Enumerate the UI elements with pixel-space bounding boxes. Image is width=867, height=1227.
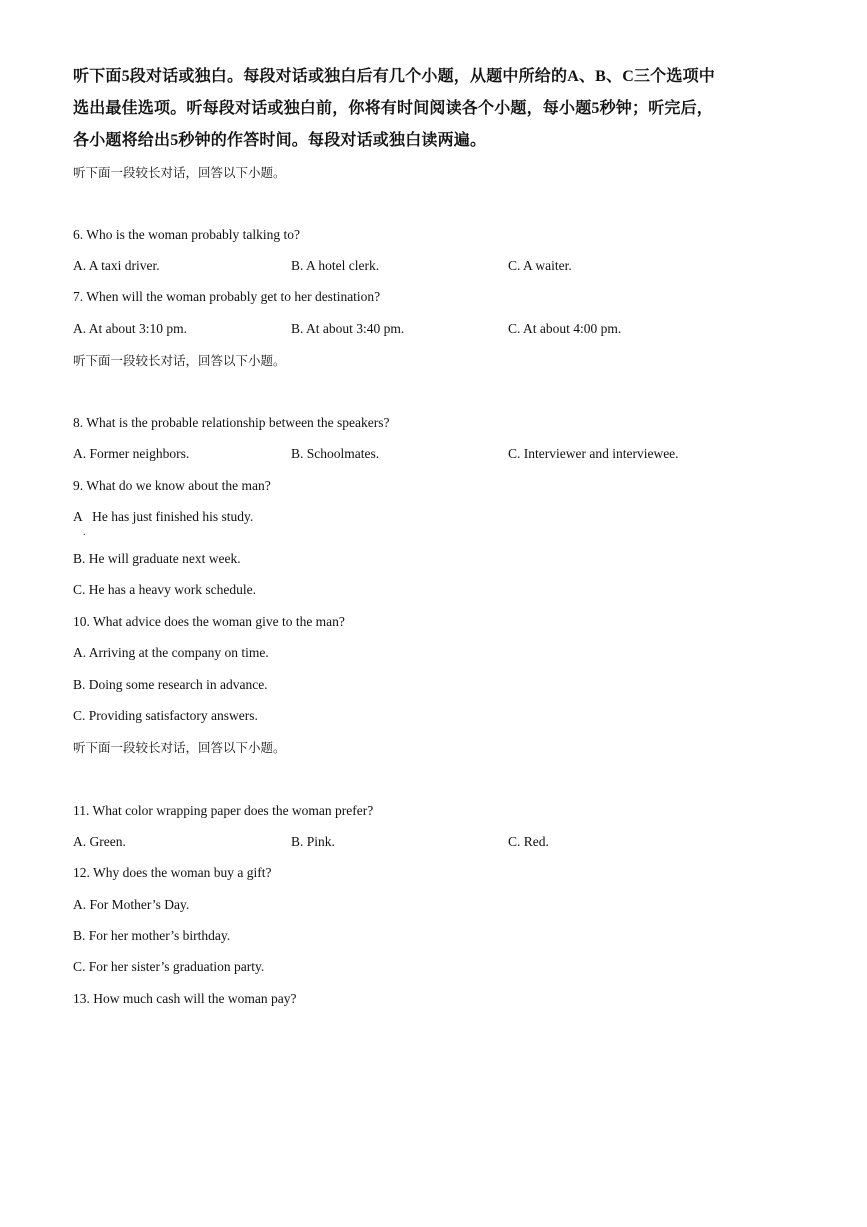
question-7-option-a: A. At about 3:10 pm. [73,321,187,336]
question-6-option-a: A. A taxi driver. [73,258,160,273]
question-10-option-a: A. Arriving at the company on time. [73,645,269,660]
question-10-option-b: B. Doing some research in advance. [73,677,268,692]
question-6-option-b: B. A hotel clerk. [291,258,380,273]
question-9-option-b: B. He will graduate next week. [73,551,241,566]
question-10-stem: 10. What advice does the woman give to the man? [73,614,345,629]
section-note: 听下面一段较长对话，回答以下小题。 [73,165,286,180]
question-11-option-b: B. Pink. [291,834,335,849]
instructions-line-1: 听下面5段对话或独白。每段对话或独白后有几个小题，从题中所给的A、B、C三个选项中 [73,68,715,85]
question-8-option-c: C. Interviewer and interviewee. [508,446,679,461]
question-9-option-a: A He has just finished his study. [73,509,254,524]
question-8-stem: 8. What is the probable relationship between the speakers? [73,415,390,430]
question-6-option-c: C. A waiter. [508,258,572,273]
question-7-option-b: B. At about 3:40 pm. [291,321,405,336]
question-9-option-a-dot: . [83,527,86,538]
question-9-stem: 9. What do we know about the man? [73,478,271,493]
question-13-stem: 13. How much cash will the woman pay? [73,991,297,1006]
section-note: 听下面一段较长对话，回答以下小题。 [73,353,286,368]
question-11-option-c: C. Red. [508,834,549,849]
instructions-line-2: 选出最佳选项。听每段对话或独白前，你将有时间阅读各个小题，每小题5秒钟；听完后， [73,100,714,117]
question-10-option-c: C. Providing satisfactory answers. [73,708,258,723]
question-8-option-b: B. Schoolmates. [291,446,380,461]
question-11-option-a: A. Green. [73,834,126,849]
question-6-stem: 6. Who is the woman probably talking to? [73,227,300,242]
question-11-stem: 11. What color wrapping paper does the woman prefer? [73,803,374,818]
section-note: 听下面一段较长对话，回答以下小题。 [73,740,286,755]
question-8-option-a: A. Former neighbors. [73,446,190,461]
question-7-stem: 7. When will the woman probably get to her destination? [73,289,381,304]
instructions-line-3: 各小题将给出5秒钟的作答时间。每段对话或独白读两遍。 [73,132,487,149]
question-12-option-c: C. For her sister’s graduation party. [73,959,265,974]
question-9-option-c: C. He has a heavy work schedule. [73,582,256,597]
question-12-stem: 12. Why does the woman buy a gift? [73,865,272,880]
question-12-option-b: B. For her mother’s birthday. [73,928,231,943]
question-7-option-c: C. At about 4:00 pm. [508,321,622,336]
question-12-option-a: A. For Mother’s Day. [73,897,190,912]
